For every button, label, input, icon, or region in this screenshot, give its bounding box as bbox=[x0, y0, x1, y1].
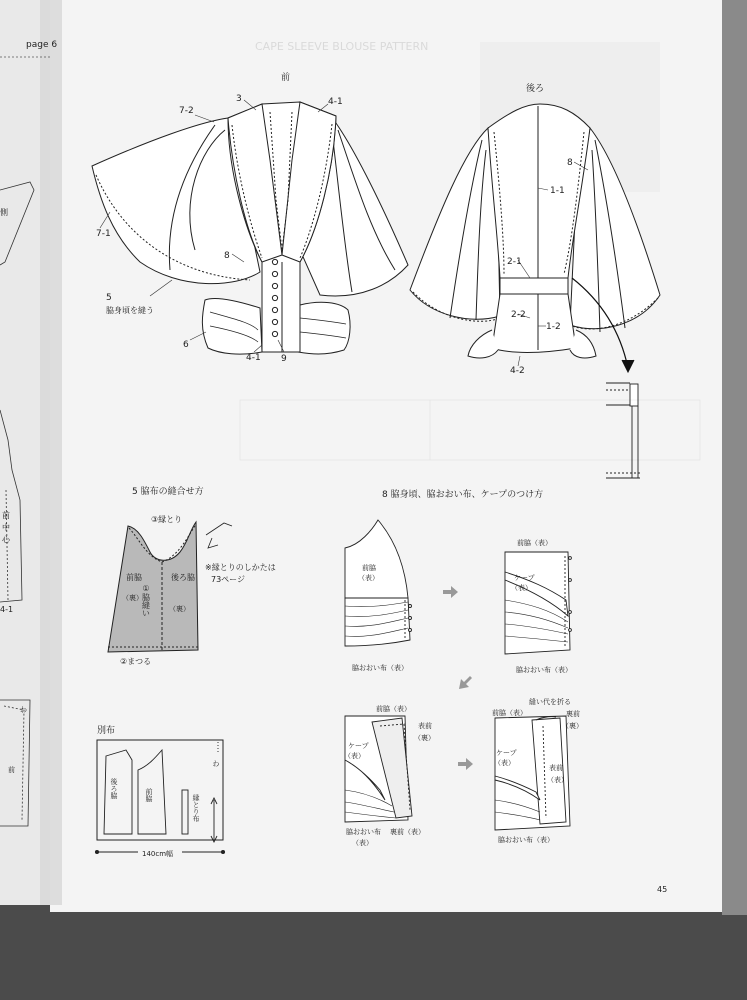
front-label-4-1-top: 4-1 bbox=[328, 97, 343, 107]
s8-d3-cover: 脇おおい布 bbox=[346, 828, 381, 836]
s8-d2-cape-sub: （表） bbox=[511, 584, 532, 592]
page-number: 45 bbox=[657, 885, 668, 894]
s8-d2-front-side: 前脇（表） bbox=[517, 539, 552, 547]
s8-d4-front-sub: （表） bbox=[547, 776, 568, 784]
left-fold-label: わ bbox=[20, 706, 27, 714]
fabric-piece-front-side: 前脇 bbox=[145, 788, 153, 802]
bleed-title: CAPE SLEEVE BLOUSE PATTERN bbox=[255, 40, 429, 53]
left-side-label: 側 bbox=[0, 208, 8, 217]
front-label-4-1-bottom: 4-1 bbox=[246, 353, 261, 363]
section5-step1: ①脇縫い bbox=[141, 584, 151, 617]
back-label-4-2: 4-2 bbox=[510, 366, 525, 376]
s8-d1-front-side-sub: （表） bbox=[358, 574, 379, 582]
front-label-6: 6 bbox=[183, 340, 189, 350]
front-label-5-note: 脇身頃を縫う bbox=[106, 306, 154, 315]
s8-d1-front-side: 前脇 bbox=[362, 564, 376, 572]
s8-d4-fold: 縫い代を折る bbox=[529, 698, 571, 706]
back-label-1-2: 1-2 bbox=[546, 322, 561, 332]
s8-d3-inner-front: 裏前（表） bbox=[390, 828, 425, 836]
section8-diagram-2 bbox=[505, 552, 571, 654]
left-center-label: 中 bbox=[2, 523, 10, 532]
section5-note2: 73ページ bbox=[211, 575, 246, 584]
back-label-2-2: 2-2 bbox=[511, 310, 526, 320]
left-heart-label: 心 bbox=[2, 535, 10, 544]
front-label-8: 8 bbox=[224, 251, 230, 261]
section5-step3: ③縁とり bbox=[151, 515, 183, 524]
section5-front-side: 前脇 bbox=[126, 573, 142, 582]
page-ref: page 6 bbox=[26, 40, 58, 50]
s8-d4-cover: 脇おおい布（表） bbox=[498, 836, 554, 844]
front-label-5: 5 bbox=[106, 293, 112, 303]
s8-d2-cover: 脇おおい布（表） bbox=[516, 666, 572, 674]
front-label-3: 3 bbox=[236, 94, 242, 104]
section8-diagram-3 bbox=[345, 716, 412, 822]
section5-step2: ②まつる bbox=[120, 657, 152, 666]
back-label-8: 8 bbox=[567, 158, 573, 168]
section5-back-side: 後ろ脇 bbox=[171, 573, 195, 582]
s8-d3-cape-sub: （表） bbox=[344, 752, 365, 760]
fabric-fold-mark: わ bbox=[212, 760, 220, 767]
s8-d4-cape-sub: （表） bbox=[494, 759, 515, 767]
s8-d3-cover-sub: （表） bbox=[352, 839, 373, 847]
section5-front-side-sub: （裏） bbox=[122, 594, 143, 602]
s8-d3-front: 表前 bbox=[418, 722, 432, 730]
left-front-label: 前 bbox=[2, 511, 10, 520]
front-label-7-2: 7-2 bbox=[179, 106, 194, 116]
left-front2-label: 前 bbox=[8, 766, 15, 774]
s8-d3-cape: ケープ bbox=[348, 742, 369, 750]
section5-title: 5 脇布の縫合せ方 bbox=[132, 487, 204, 497]
fabric-piece-back-side: 後ろ脇 bbox=[110, 778, 118, 799]
s8-d1-cover: 脇おおい布（表） bbox=[352, 664, 408, 672]
back-view-title: 後ろ bbox=[526, 84, 545, 94]
s8-d3-front-side: 前脇（表） bbox=[376, 705, 411, 713]
s8-d2-cape: ケープ bbox=[514, 574, 535, 582]
fabric-piece-binding: 縁とり布 bbox=[192, 794, 200, 822]
back-label-1-1: 1-1 bbox=[550, 186, 565, 196]
s8-d4-inner-front-sub: （裏） bbox=[562, 722, 583, 730]
back-label-2-1: 2-1 bbox=[507, 257, 522, 267]
front-view-title: 前 bbox=[281, 73, 291, 83]
section5-note1: ※縁とりのしかたは bbox=[205, 563, 276, 572]
front-label-7-1: 7-1 bbox=[96, 229, 111, 239]
section8-title: 8 脇身頃、脇おおい布、ケープのつけ方 bbox=[382, 490, 544, 500]
s8-d4-front: 表前 bbox=[549, 764, 563, 772]
s8-d4-cape: ケープ bbox=[496, 749, 517, 757]
fabric-width: 140cm幅 bbox=[142, 850, 174, 858]
fabric-title: 別布 bbox=[97, 726, 116, 736]
front-label-9: 9 bbox=[281, 354, 287, 364]
s8-d4-inner-front: 裏前 bbox=[566, 710, 580, 718]
s8-d3-front-sub: （裏） bbox=[414, 734, 435, 742]
section5-back-side-sub: （裏） bbox=[169, 605, 190, 613]
section8-diagram-4 bbox=[495, 716, 570, 830]
s8-d4-front-side: 前脇（表） bbox=[492, 709, 527, 717]
left-num-label: 4-1 bbox=[0, 605, 14, 614]
